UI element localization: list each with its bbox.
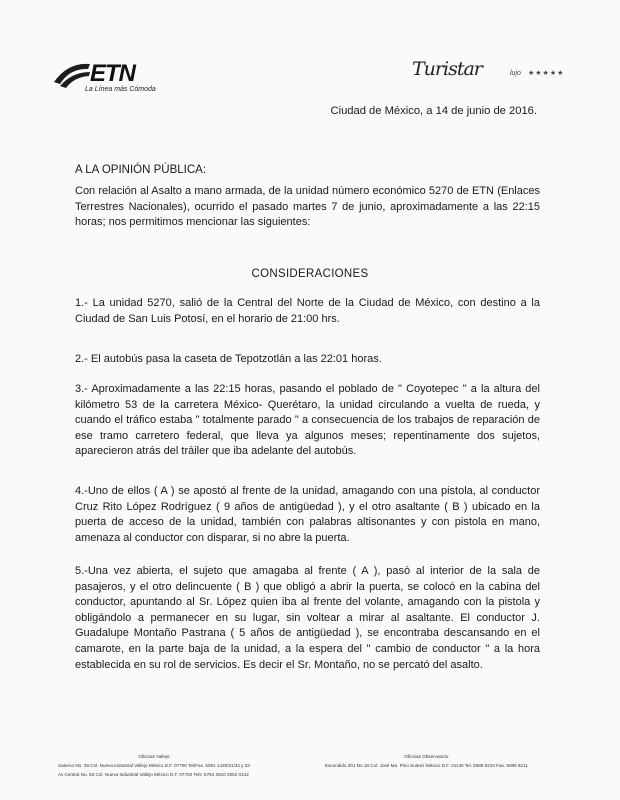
footer-vallejo-line1: Saturno No. 39 Col. Nueva Industrial Vallejo México D.F. 07700 Tel/Fax. 5091 1430/31/32 y 33	[58, 763, 250, 768]
footer-observatorio	[325, 752, 528, 770]
intro-paragraph: Con relación al Asalto a mano armada, de la unidad número económico 5270 de ETN (Enlaces Terrestres Nacionales), ocurrido el pasado martes 7 de junio, aproximadamente a las 22:15 horas; nos permitimos mencionar las siguientes:	[75, 185, 540, 229]
turistar-stars-icon: ★★★★★	[528, 70, 565, 77]
footer-observatorio-title: Oficinas Observatorio	[404, 754, 449, 759]
footer-vallejo	[58, 752, 250, 779]
section-heading: CONSIDERACIONES	[251, 268, 369, 280]
footer-observatorio-line1: Escondido 201 No.18 Col. José Ma. Pino Suárez México D.F. 01140 Tel. 5089 9210 Fax. 5089 9211	[325, 763, 528, 768]
point-5: 5.-Una vez abierta, el sujeto que amagaba al frente ( A ), pasó al interior de la sala de pasajeros, y el otro delincuente ( B ) que obligó a abrir la puerta, se colocó en la cabina del conductor, apuntando al Sr. López quien iba al frente del volante, amagando con la pistola y obligándolo a permanecer en su lugar, sin voltear a mirar al asaltante. El conductor J. Guadalupe Montaño Pastrana ( 5 años de antigüedad ), se encontraba descansando en el camarote, en la parte baja de la unidad, a la espera del " cambio de conductor " a la hora establecida en su rol de servicios. Es decir el Sr. Montaño, no se percató del asalto.	[75, 565, 540, 671]
point-1: 1.- La unidad 5270, salió de la Central del Norte de la Ciudad de México, con destino a la Ciudad de San Luis Potosí, en el horario de 21:00 hrs.	[75, 297, 540, 325]
turistar-logo	[410, 58, 570, 88]
etn-logo	[52, 58, 162, 98]
footer-vallejo-line2: Av Central No. 53 Col. Nueva Industrial Vallejo México D.F. 07700 Tels: 5754 2910 2062 0142	[58, 772, 249, 777]
turistar-wordmark: Turistar	[412, 58, 482, 80]
point-4: 4.-Uno de ellos ( A ) se apostó al frente de la unidad, amagando con una pistola, al conductor Cruz Rito López Rodríguez ( 9 años de antigüedad ), y el otro asaltante ( B ) ubicado en la puerta de acceso de la unidad, también con palabras altisonantes y con pistola en mano, amenaza al conductor con disparar, si no abre la puerta.	[75, 485, 540, 544]
etn-tagline: La Línea más Cómoda	[85, 86, 156, 93]
point-2: 2.- El autobús pasa la caseta de Tepotzotlán a las 22:01 horas.	[75, 353, 382, 365]
point-3: 3.- Aproximadamente a las 22:15 horas, pasando el poblado de " Coyotepec " a la altura del kilómetro 53 de la carretera México- Querétaro, la unidad circulando a vuelta de rueda, y cuando el tráfico estaba " totalmente parado " a consecuencia de los trabajos de reparación de ese tramo carretero federal, que lleva ya algunos meses; repentinamente dos sujetos, aparecieron atrás del tráiler que iba adelante del autobús.	[75, 383, 540, 458]
footer-vallejo-title: Oficinas Vallejo	[138, 754, 170, 759]
etn-wordmark: ETN	[90, 60, 135, 87]
date-line: Ciudad de México, a 14 de junio de 2016.	[330, 105, 537, 117]
turistar-class: lujo	[510, 70, 521, 77]
salutation: A LA OPINIÓN PÚBLICA:	[75, 164, 207, 176]
